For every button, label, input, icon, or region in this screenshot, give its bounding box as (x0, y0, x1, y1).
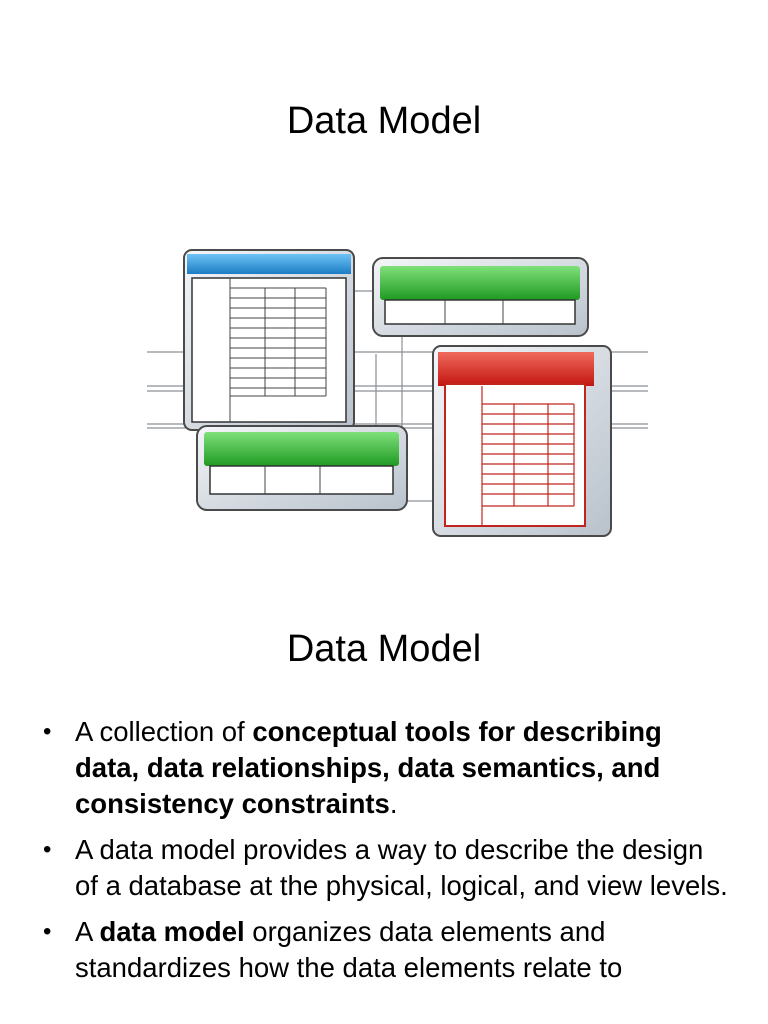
database-tables-icon (140, 236, 655, 546)
bullet-text: . (389, 788, 398, 819)
table-blue (184, 250, 354, 430)
slide-title: Data Model (286, 100, 482, 142)
bullet-text: A collection of (75, 716, 253, 747)
bullet-dot-icon: • (43, 918, 52, 945)
bullet-item (40, 714, 730, 822)
bullet-text: organizes data elements and standardizes how the data elements relate to (75, 916, 623, 983)
bullet-text: A (75, 916, 100, 947)
table-red (433, 346, 611, 536)
slide-2 (0, 590, 768, 1024)
bullet-dot-icon: • (43, 718, 52, 745)
bullet-text-bold: conceptual tools for describing data, data relationships, data semantics, and consistency constraints (75, 716, 662, 819)
bullet-list (40, 714, 730, 996)
bullet-item (40, 914, 730, 986)
bullet-dot-icon: • (43, 836, 52, 863)
bullet-item (40, 832, 730, 904)
table-green-bottom (197, 426, 407, 510)
bullet-text-bold: data model (99, 916, 245, 947)
slide-title: Data Model (286, 628, 482, 670)
table-green-top (373, 258, 588, 336)
bullet-text: A data model provides a way to describe the design of a database at the physical, logical, and view levels. (75, 834, 728, 901)
